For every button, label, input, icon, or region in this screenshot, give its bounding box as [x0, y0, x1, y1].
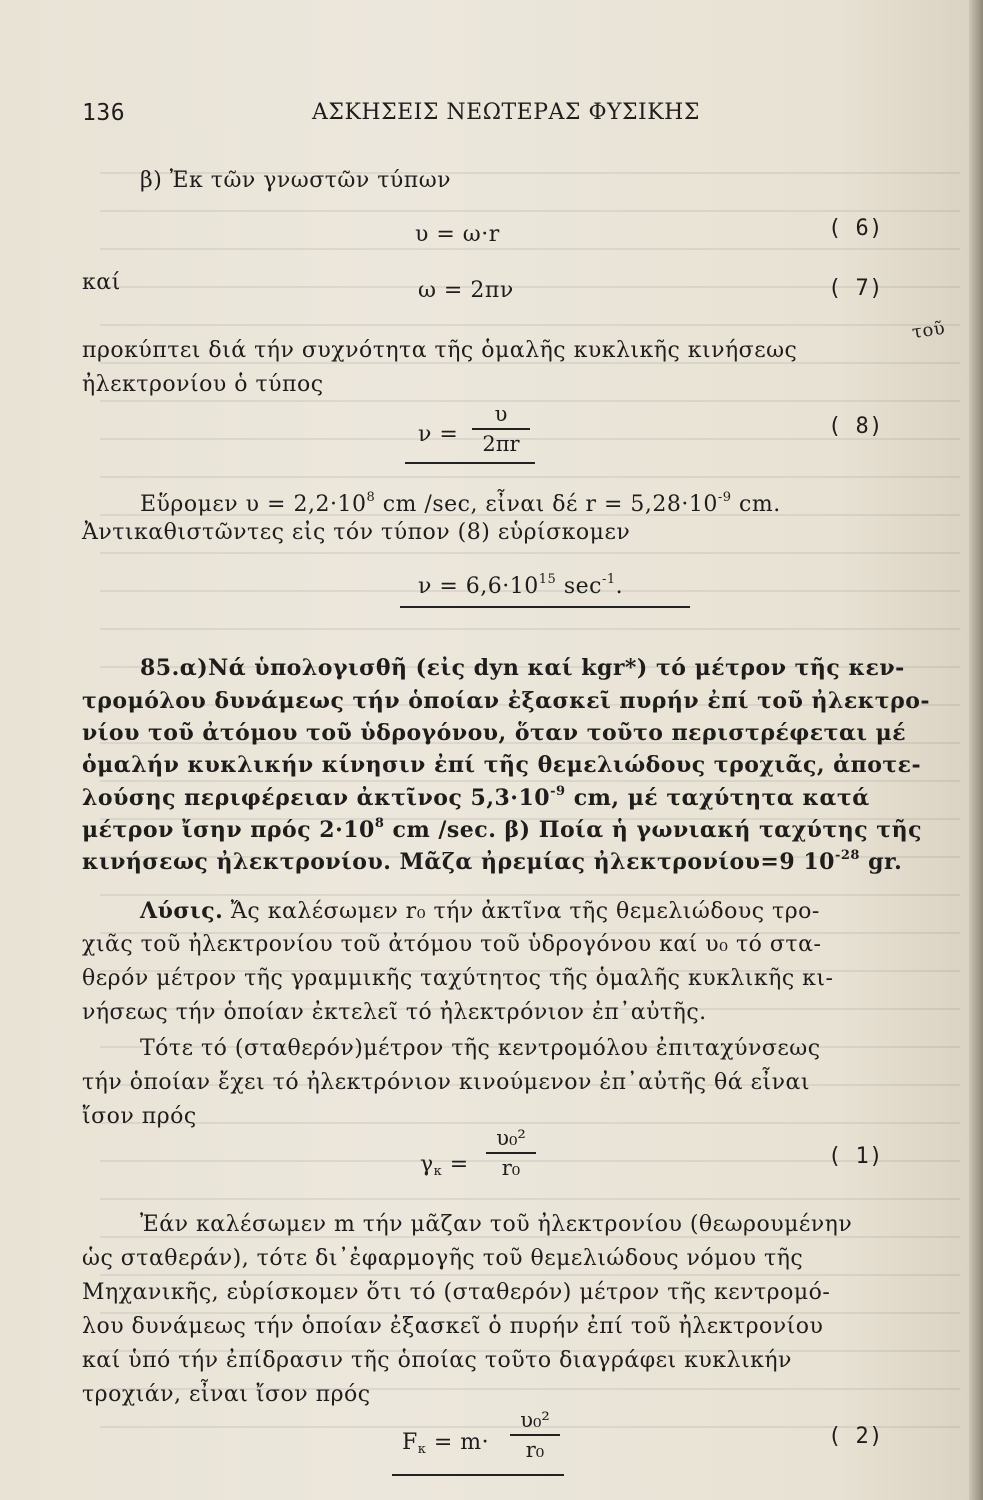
solution-line: ἴσον πρός — [82, 1104, 197, 1129]
underline — [405, 462, 535, 464]
underline — [400, 606, 690, 608]
problem-85-line: κινήσεως ἠλεκτρονίου. Μᾶζα ἠρεμίας ἠλεκτρονίου=9 $10^{-28}$ gr. — [82, 848, 903, 875]
underline — [392, 1474, 564, 1476]
substitution-line: Ἀντικαθιστῶντες εἰς τόν τύπον (8) εὑρίσκομεν — [82, 520, 631, 545]
equation-8-denominator: 2πr — [482, 431, 520, 456]
equation-2-numerator: υ₀² — [520, 1408, 550, 1432]
equation-6-number: ( 6) — [828, 216, 883, 241]
solution-line: θερόν μέτρον τῆς γραμμικῆς ταχύτητος τῆς ὁμαλῆς κυκλικῆς κι- — [82, 966, 834, 991]
part-b-intro: β) Ἐκ τῶν γνωστῶν τύπων — [140, 168, 452, 193]
solution-line: τήν ὁποίαν ἔχει τό ἠλεκτρόνιον κινούμενον ἐπ᾿αὐτῆς θά εἶναι — [82, 1070, 810, 1095]
result-equation: $\nu = 6,6\cdot 10^{15}$ $\sec^{-1}$. — [418, 572, 624, 599]
solution-label: Λύσις. — [140, 898, 224, 924]
equation-1-numerator: υ₀² — [496, 1126, 526, 1150]
fraction-bar — [510, 1434, 560, 1436]
equation-6: υ = ω·r — [415, 222, 500, 247]
text-line: προκύπτει διά τήν συχνότητα τῆς ὁμαλῆς κυκλικῆς κινήσεως — [82, 338, 798, 363]
equation-2-denominator: r₀ — [525, 1437, 545, 1462]
kai-word: καί — [82, 270, 121, 295]
equation-2-lhs: $F_\kappa = m\cdot$ — [402, 1430, 490, 1457]
solution-line: τροχιάν, εἶναι ἴσον πρός — [82, 1382, 371, 1407]
page-edge — [969, 0, 983, 1500]
solution-line: καί ὑπό τήν ἐπίδρασιν τῆς ὁποίας τοῦτο διαγράφει κυκλικήν — [82, 1348, 792, 1373]
solution-line: Τότε τό (σταθερόν)μέτρον τῆς κεντρομόλου ἐπιταχύνσεως — [140, 1036, 821, 1061]
solution-line: λου δυνάμεως τήν ὁποίαν ἐξασκεῖ ὁ πυρήν ἐπί τοῦ ἠλεκτρονίου — [82, 1314, 824, 1339]
problem-85-line: τρομόλου δυνάμεως τήν ὁποίαν ἐξασκεῖ πυρήν ἐπί τοῦ ἠλεκτρο- — [82, 688, 931, 714]
problem-85-line: 85.α)Νά ὑπολογισθῆ (εἰς dyn καί kgr*) τό μέτρον τῆς κεν- — [140, 655, 905, 681]
equation-2-number: ( 2) — [828, 1424, 883, 1449]
equation-1-lhs: $\gamma_\kappa$ = — [420, 1152, 469, 1179]
problem-85-line: λούσης περιφέρειαν ἀκτῖνος $5,3\cdot 10^{-9}$ cm, μέ ταχύτητα κατά — [82, 784, 870, 811]
running-title: ΑΣΚΗΣΕΙΣ ΝΕΩΤΕΡΑΣ ΦΥΣΙΚΗΣ — [312, 100, 700, 125]
page-number: 136 — [82, 100, 126, 126]
equation-8-lhs: ν = — [418, 422, 459, 447]
fraction-bar — [472, 428, 530, 430]
equation-7-number: ( 7) — [828, 276, 883, 301]
problem-85-line: ὁμαλήν κυκλικήν κίνησιν ἐπί τῆς θεμελιώδους τροχιᾶς, ἀποτε- — [82, 752, 922, 778]
solution-line: Μηχανικῆς, εὑρίσκομεν ὅτι τό (σταθερόν) μέτρον τῆς κεντρομό- — [82, 1280, 831, 1305]
fraction-bar — [486, 1152, 536, 1154]
equation-1-fraction — [486, 1126, 536, 1180]
text-line: ἠλεκτρονίου ὁ τύπος — [82, 372, 324, 397]
solution-line: Ἐάν καλέσωμεν m τήν μᾶζαν τοῦ ἠλεκτρονίου (θεωρουμένην — [140, 1212, 853, 1237]
equation-1-denominator: r₀ — [501, 1155, 521, 1180]
solution-line: Λύσις. Ἄς καλέσωμεν r₀ τήν ἀκτῖνα τῆς θεμελιώδους τρο- — [140, 898, 820, 924]
solution-line: χιᾶς τοῦ ἠλεκτρονίου τοῦ ἀτόμου τοῦ ὑδρογόνου καί υ₀ τό στα- — [82, 932, 822, 957]
equation-8-number: ( 8) — [828, 414, 883, 439]
solution-line: νήσεως τήν ὁποίαν ἐκτελεῖ τό ἠλεκτρόνιον ἐπ᾿αὐτῆς. — [82, 1000, 707, 1025]
problem-85-line: μέτρον ἴσην πρός $2\cdot 10^8$ cm /sec. β) Ποία ἡ γωνιακή ταχύτης τῆς — [82, 816, 922, 843]
equation-2-fraction — [510, 1408, 560, 1462]
text-line-tail: τοῦ — [910, 317, 947, 344]
equation-7: ω = 2πν — [418, 278, 514, 303]
equation-8-numerator: υ — [494, 402, 508, 426]
problem-85-line: νίου τοῦ ἀτόμου τοῦ ὑδρογόνου, ὅταν τοῦτο περιστρέφεται μέ — [82, 720, 907, 746]
equation-8-fraction — [472, 402, 530, 456]
equation-1-number: ( 1) — [828, 1144, 883, 1169]
found-values-line: Εὕρομεν $\upsilon = 2,2\cdot 10^8$ cm /sec, εἶναι δέ $r = 5,28\cdot 10^{-9}$ cm. — [140, 490, 781, 517]
solution-line: ὡς σταθεράν), τότε δι᾿ἐφαρμογῆς τοῦ θεμελιώδους νόμου τῆς — [82, 1246, 804, 1271]
